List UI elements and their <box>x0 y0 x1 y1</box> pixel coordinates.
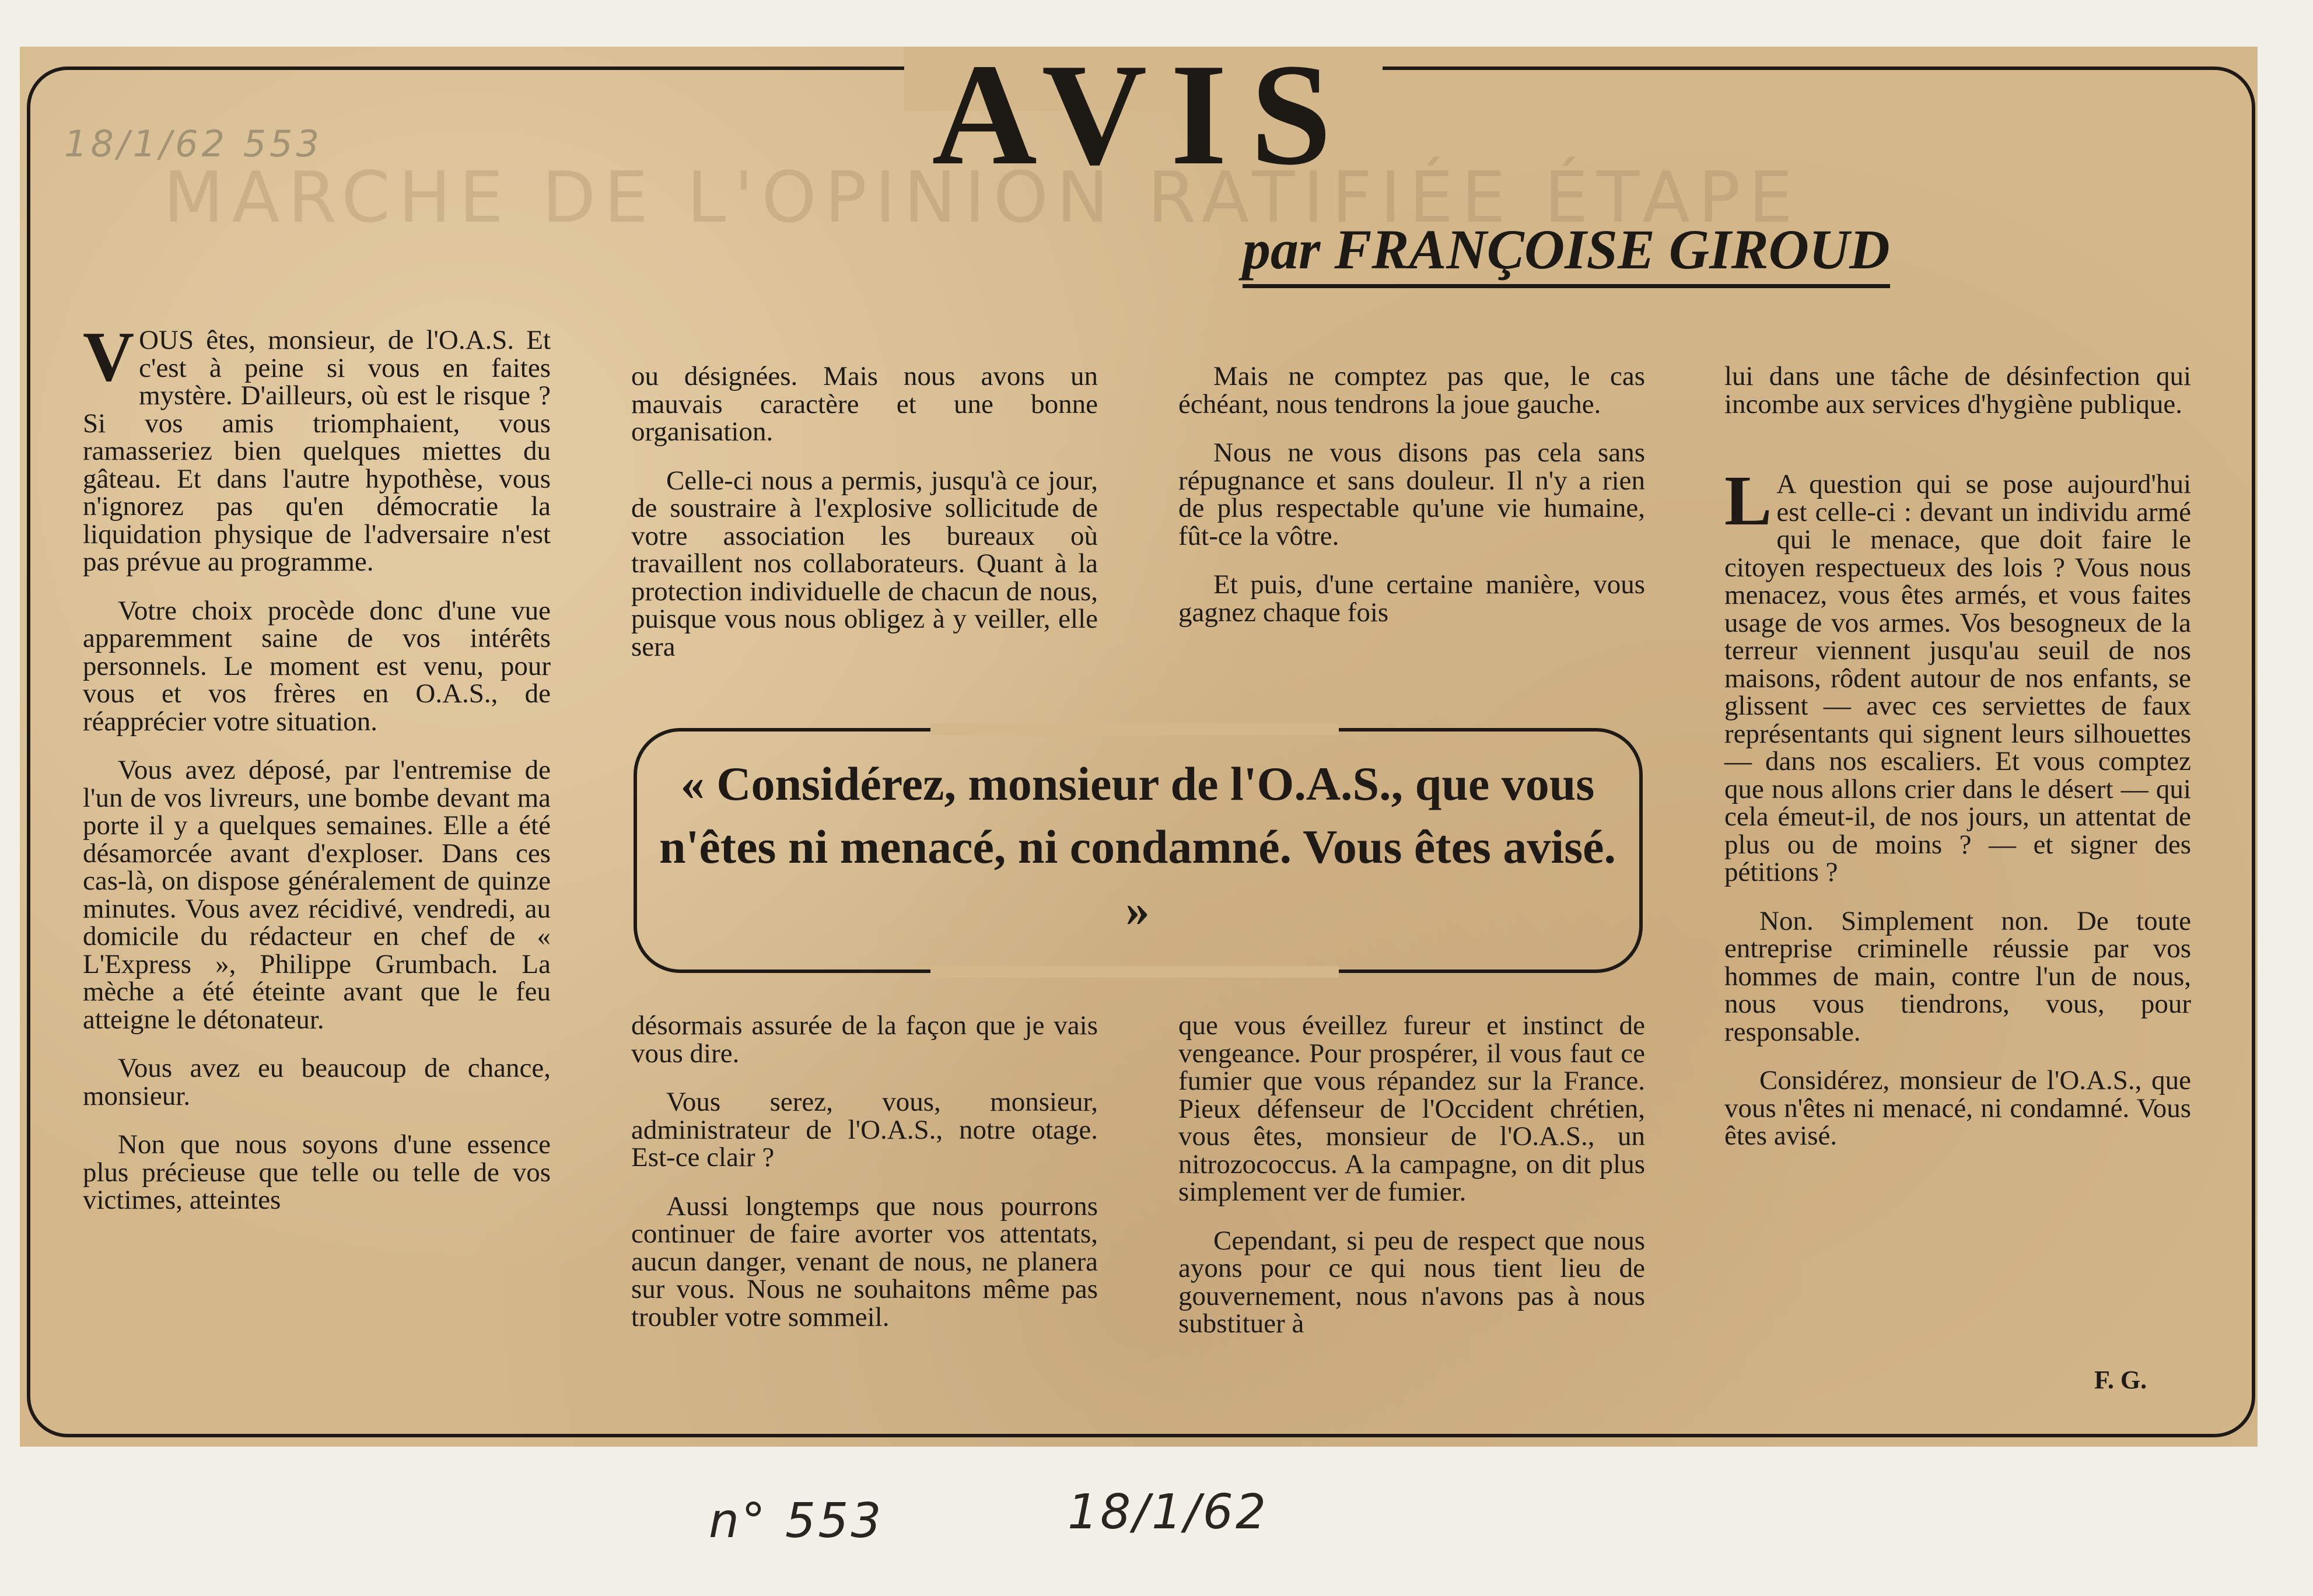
paragraph: Non que nous soyons d'une essence plus précieuse que telle ou telle de vos victimes, atteintes <box>83 1129 551 1215</box>
paragraph: Mais ne comptez pas que, le cas échéant, nous tendrons la joue gauche. <box>1178 361 1645 419</box>
column-4 <box>1724 363 2191 1171</box>
pull-quote: « Considérez, monsieur de l'O.A.S., que vous n'êtes ni menacé, ni condamné. Vous êtes avisé. » <box>659 757 1616 936</box>
drop-cap: L <box>1724 461 1772 540</box>
paragraph <box>1724 461 2191 887</box>
paragraph: ou désignées. Mais nous avons un mauvais caractère et une bonne organisation. <box>631 361 1098 447</box>
handwritten-top-note: 18/1/62 553 <box>64 123 323 165</box>
paragraph: que vous éveillez fureur et instinct de vengeance. Pour prospérer, il vous faut ce fumier que vous répandez sur la France. Pieux défenseur de l'Occident chrétien, vous êtes, monsieur de l'O.A.S., un nitrozococcus. A la campagne, on dit plus simplement ver de fumier. <box>1178 1010 1645 1207</box>
paragraph: Et puis, d'une certaine manière, vous gagnez chaque fois <box>1178 569 1645 628</box>
handwritten-date: 18/1/62 <box>1068 1485 1269 1540</box>
byline: par FRANÇOISE GIROUD <box>1243 217 1890 288</box>
column-3-top <box>1178 363 1645 648</box>
drop-cap: V <box>83 317 135 396</box>
paragraph: Aussi longtemps que nous pourrons continuer de faire avorter vos attentats, aucun danger, venant de nous, ne planera sur vous. Nous ne souhaitons même pas troubler votre sommeil. <box>631 1191 1098 1332</box>
column-2-bottom <box>631 1012 1098 1352</box>
article-title: AVIS <box>932 34 1355 195</box>
paragraph: Vous serez, vous, monsieur, administrateur de l'O.A.S., notre otage. Est-ce clair ? <box>631 1087 1098 1172</box>
bleed-through-text: MARCHE DE L'OPINION RATIFIÉE ÉTAPE <box>163 158 1801 239</box>
paragraph: Votre choix procède donc d'une vue apparemment saine de vos intérêts personnels. Le moment est venu, pour vous et vos frères en O.A.S., de réapprécier votre situation. <box>83 595 551 737</box>
pull-quote-frame-gap <box>930 723 1339 735</box>
paragraph: lui dans une tâche de désinfection qui incombe aux services d'hygiène publique. <box>1724 361 2191 419</box>
paragraph: Cependant, si peu de respect que nous ayons pour ce qui nous tient lieu de gouvernement, nous n'avons pas à nous substituer à <box>1178 1225 1645 1339</box>
paragraph: Vous avez eu beaucoup de chance, monsieur. <box>83 1053 551 1111</box>
paragraph: désormais assurée de la façon que je vais vous dire. <box>631 1010 1098 1069</box>
paragraph-text: A question qui se pose aujourd'hui est celle-ci : devant un individu armé qui le menace, que doit faire le citoyen respectueux des lois ? Vous nous menacez, vous êtes armés, et vous faites usage de vos armes. Vos besogneux de la terreur viennent jusqu'au seuil de nos maisons, rôdent autour de nos enfants, se glissent — avec ces serviettes de faux représentants qui signent leurs silhouettes — dans nos escaliers. Et vous comptez que nous allons crier dans le désert — qui cela émeut-il, de nos jours, un attentat de plus ou de moins ? — et signer des pétitions ? <box>1724 469 2191 887</box>
handwritten-number: n° 553 <box>709 1493 884 1549</box>
paragraph: Nous ne vous disons pas cela sans répugnance et sans douleur. Il n'y a rien de plus respectable qu'une vie humaine, fût-ce la vôtre. <box>1178 438 1645 551</box>
signature-initials: F. G. <box>2094 1366 2147 1394</box>
paragraph-text: OUS êtes, monsieur, de l'O.A.S. Et c'est à peine si vous en faites mystère. D'ailleurs, où est le risque ? Si vos amis triomphaient, vous ramasseriez bien quelques miettes du gâteau. Et dans l'autre hypothèse, vous n'ignorez pas qu'en démocratie la liquidation physique de l'adversaire n'est pas prévue au programme. <box>83 325 551 577</box>
column-1 <box>83 317 551 1236</box>
paragraph: Non. Simplement non. De toute entreprise criminelle réussie par vos hommes de main, contre l'un de nous, nous vous tiendrons, vous, pour responsable. <box>1724 905 2191 1047</box>
paragraph: Considérez, monsieur de l'O.A.S., que vous n'êtes ni menacé, ni condamné. Vous êtes avisé. <box>1724 1065 2191 1151</box>
paragraph <box>83 317 551 577</box>
pull-quote-frame-gap <box>930 966 1339 978</box>
column-3-bottom <box>1178 1012 1645 1359</box>
paragraph: Celle-ci nous a permis, jusqu'à ce jour, de soustraire à l'explosive sollicitude de votre association les bureaux où travaillent nos collaborateurs. Quant à la protection individuelle de chacun de nous, puisque vous nous obligez à y veiller, elle sera <box>631 465 1098 662</box>
column-2-top <box>631 363 1098 682</box>
paragraph: Vous avez déposé, par l'entremise de l'un de vos livreurs, une bombe devant ma porte il y a quelques semaines. Elle a été désamorcée avant d'exploser. Dans ces cas-là, on dispose généralement de quinze minutes. Vous avez récidivé, vendredi, au domicile du rédacteur en chef de « L'Express », Philippe Grumbach. La mèche a été éteinte avant que le feu atteigne le détonateur. <box>83 755 551 1035</box>
